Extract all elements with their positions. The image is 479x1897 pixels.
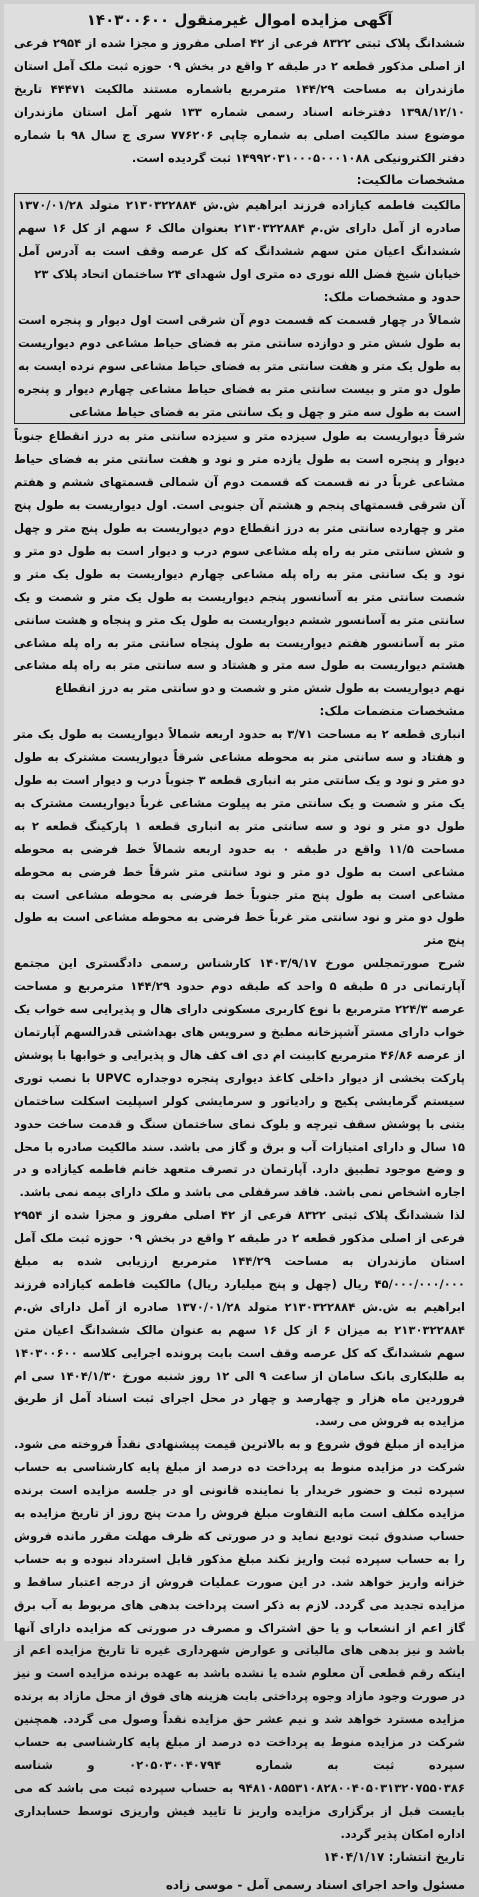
owner-box — [14, 193, 465, 424]
appraisal-text: لذا ششدانگ پلاک ثبتی ۸۳۲۲ فرعی از ۴۲ اصلی مفروز و مجزا شده از ۲۹۵۴ فرعی از اصلی مذکور قطعه ۲ در طبقه ۲ واقع در بخش ۰۹ حوزه ثبت ملک آمل استان مازندران به مساحت ۱۴۴/۲۹ مترمربع ارزیابی شده به مبلغ ۴۵/۰۰۰/۰۰۰/۰۰۰ ریال (چهل و پنج میلیارد ریال) مالکیت فاطمه کیازاده فرزند ابراهیم به ش.ش ۲۱۳۰۳۲۲۸۸۴ متولد ۱۳۷۰/۰۱/۲۸ صادره از آمل دارای ش.م ۲۱۳۰۳۲۲۸۸۴ به میزان ۶ از کل ۱۶ سهم به عنوان مالک ششدانگ اعیان متن سهم ششدانگ که کل عرصه وقف است بابت پرونده اجرایی کلاسه ۱۴۰۳۰۰۶۰۰ به طلبکاری بانک سامان از ساعت ۹ الی ۱۲ روز شنبه مورخ ۱۴۰۴/۱/۳۰ سی ام فروردین ماه هزار و چهارصد و چهار در محل اجرای ثبت اسناد آمل از طریق مزایده به فروش می رسد. — [14, 1208, 466, 1429]
owner-text: مالکیت فاطمه کیازاده فرزند ابراهیم ش.ش ۲۱۳۰۳۲۲۸۸۴ متولد ۱۳۷۰/۰۱/۲۸ صادره از آمل دارای ش.م ۲۱۳۰۳۲۲۸۸۴ بعنوان مالک ۶ سهم از کل ۱۶ سهم ششدانگ اعیان متن سهم ششدانگ که کل عرصه وقف است به آدرس آمل خیابان شیخ فضل الله نوری ده متری اول شهدای ۲۴ ساختمان اتحاد پلاک ۲۳ — [18, 198, 462, 282]
bounds-text: شمالاً در چهار قسمت که قسمت دوم آن شرقی است اول دیوار و پنجره است به طول شش متر و دوازده سانتی متر به فضای حیاط مشاعی دوم دیواریست به طول یک متر و هفت سانتی متر به فضای حیاط مشاعی سوم نرده ایست به طول دو متر و بیست سانتی متر به فضای حیاط مشاعی چهارم دیوار و پنجره است به طول سه متر و چهل و یک سانتی متر به فضای حیاط مشاعی — [18, 312, 461, 419]
publish-date: تاریخ انتشار: ۱۴۰۴/۱/۱۷ — [323, 1849, 465, 1864]
owner-heading: مشخصات مالکیت: — [356, 173, 465, 188]
annex-text: انباری قطعه ۲ به مساحت ۳/۷۱ به حدود اربعه شمالاً دیواریست به طول یک متر و هفتاد و سه سانتی متر به محوطه مشاعی شرقاً دیواریست مشترک به طول دو متر و نود و یک سانتی متر به انباری قطعه ۳ جنوباً درب و دیوار است به طول یک متر و شصت و یک سانتی متر به پیلوت مشاعی غرباً دیواریست مشترک به طول دو متر و نود و سه سانتی متر به انباری قطعه ۱ پارکینگ قطعه ۲ به مساحت ۱۱/۵ واقع در طبقه ۰ به حدود اربعه شمالاً خط فرضی به محوطه مشاعی است به طول دو متر و نود سانتی متر شرقاً خط فرضی به محوطه مشاعی است به طول پنج متر جنوباً خط فرضی به محوطه مشاعی است به طول دو متر و نود سانتی متر غرباً خط فرضی به محوطه مشاعی است به طول پنج متر — [14, 727, 466, 948]
annex-heading: مشخصات منضمات ملک: — [319, 704, 465, 719]
notice-title: آگهی مزایده اموال غیرمنقول ۱۴۰۳۰۰۶۰۰ — [86, 11, 393, 29]
expert-report-text: شرح صورتمجلس مورخ ۱۴۰۳/۹/۱۷ کارشناس رسمی دادگستری این مجتمع آپارتمانی در ۵ طبقه ۵ واحد که طبقه دوم حدود ۱۴۴/۲۹ مترمربع و مساحت عرصه ۲۲۴/۳ مترمربع با نوع کاربری مسکونی دارای هال و پذیرایی سه خواب یک خواب دارای مستر آشپزخانه مطبخ و سرویس های بهداشتی قدرالسهم آپارتمان از عرصه ۴۶/۸۶ مترمربع کابینت ام دی اف کف هال و پذیرایی و خوابها با پوشش پارکت بخشی از دیوار داخلی کاغذ دیواری پنجره دوجداره UPVC با نصب توری سیستم گرمایشی پکیج و رادیاتور و سرمایشی کولر اسپلیت اسکلت ساختمان بتنی با پوشش سقف تیرچه و بلوک نمای ساختمان سنگ و قدمت ساخت حدود ۱۵ سال و دارای امتیازات آب و برق و گاز می باشد. سند مالکیت صادره با محل و وضع موجود تطبیق دارد. آپارتمان در تصرف متعهد خانم فاطمه کیازاده و در اجاره اشخاص نمی باشد. فاقد سرقفلی می باشد و ملک دارای بیمه نمی باشد. — [14, 956, 466, 1200]
auction-terms-text: مزایده از مبلغ فوق شروع و به بالاترین قیمت پیشنهادی نقداً فروخته می شود. شرکت در مزایده منوط به پرداخت ده درصد از مبلغ پایه کارشناسی به حساب سپرده ثبت و حضور خریدار یا نماینده قانونی او در جلسه مزایده است برنده مزایده مکلف است مابه التفاوت مبلغ فروش را مدت پنج روز از تاریخ مزایده به حساب صندوق ثبت تودیع نماید و در صورتی که ظرف مهلت مقرر مانده فروش را به حساب سپرده ثبت واریز نکند مبلغ مذکور قابل استرداد نبوده و به حساب خزانه واریز خواهد شد. در این صورت عملیات فروش از درجه اعتبار ساقط و مزایده تجدید می گردد. لازم به ذکر است پرداخت بدهی های مربوط به آب برق گاز اعم از انشعاب و یا حق اشتراک و مصرف در صورتی که مزایده دارای آنها باشد و نیز بدهی های مالیاتی و عوارض شهرداری غیره تا تاریخ مزایده اعم از اینکه رقم قطعی آن معلوم شده یا نشده باشد به عهده برنده مزایده است و نیز در صورت وجود مازاد وجوه پرداختی بابت هزینه های فوق از محل مازاد به برنده مزایده مسترد خواهد شد و نیم عشر حق مزایده نقداً وصول می گردد. همچنین شرکت در مزایده منوط به پرداخت ده درصد از مبلغ پایه کارشناسی به حساب سپرده ثبت به شماره ۰۲۰۵۰۳۰۰۴۰۷۹۴ و شناسه ۹۴۸۱۰۸۵۵۳۱۰۸۲۸۰۰۴۰۵۰۳۱۳۲۰۷۵۵۰۳۸۶ به حساب سپرده ثبت می باشد که می بایست قبل از برگزاری مزایده واریز تا تایید فیش واریزی توسط حسابداری اداره امکان پذیر گردد. — [14, 1437, 465, 1841]
property-intro: ششدانگ پلاک ثبتی ۸۳۲۲ فرعی از ۴۲ اصلی مفروز و مجزا شده از ۲۹۵۴ فرعی از اصلی مذکور قطعه ۲ در طبقه ۲ واقع در بخش ۰۹ حوزه ثبت ملک آمل استان مازندران به مساحت ۱۴۴/۲۹ مترمربع باشماره مستند مالکیت ۴۴۴۷۱ تاریخ ۱۳۹۸/۱۲/۱۰ دفترخانه اسناد رسمی شماره ۱۳۳ شهر آمل استان مازندران موضوع سند مالکیت اصلی به شماره چاپی ۷۷۶۲۰۶ سری ج سال ۹۸ با شماره دفتر الکترونیکی ۱۴۹۹۲۰۳۱۰۰۰۵۰۰۰۱۰۸۸ ثبت گردیده است. — [14, 36, 466, 165]
signature: مسئول واحد اجرای اسناد رسمی آمل - موسی زاده — [165, 1877, 465, 1892]
bounds-heading: حدود و مشخصات ملک: — [323, 289, 461, 304]
newspaper-notice — [4, 4, 475, 1892]
east-south-west-text: شرقاً دیواریست به طول سیزده متر و سیزده سانتی متر به درز انقطاع جنوباً دیوار و پنجره است به طول یازده متر و نود و هفت سانتی متر به فضای حیاط مشاعی غرباً در نه قسمت که قسمت دوم آن شمالی قسمتهای ششم و هفتم آن شرقی قسمتهای پنجم و هشتم آن جنوبی است. اول دیواریست به طول پنج متر و چهارده سانتی متر به درز انقطاع دوم دیواریست به طول پنج متر و چهل و شش سانتی متر به راه پله مشاعی سوم درب و دیوار است به طول دو متر و نود و یک سانتی متر به راه پله مشاعی چهارم دیواریست به طول یک متر و شصت سانتی متر به آسانسور پنجم دیواریست به طول یک متر و شصت و یک سانتی متر به آسانسور ششم دیواریست به طول یک متر و پنجاه و هشت سانتی متر به آسانسور هفتم دیواریست به طول پنجاه سانتی متر به راه پله مشاعی هشتم دیواریست به طول سه متر و هشتاد و سه سانتی متر به راه پله مشاعی نهم دیواریست به طول شش متر و شصت و دو سانتی متر به درز انقطاع — [14, 429, 465, 696]
